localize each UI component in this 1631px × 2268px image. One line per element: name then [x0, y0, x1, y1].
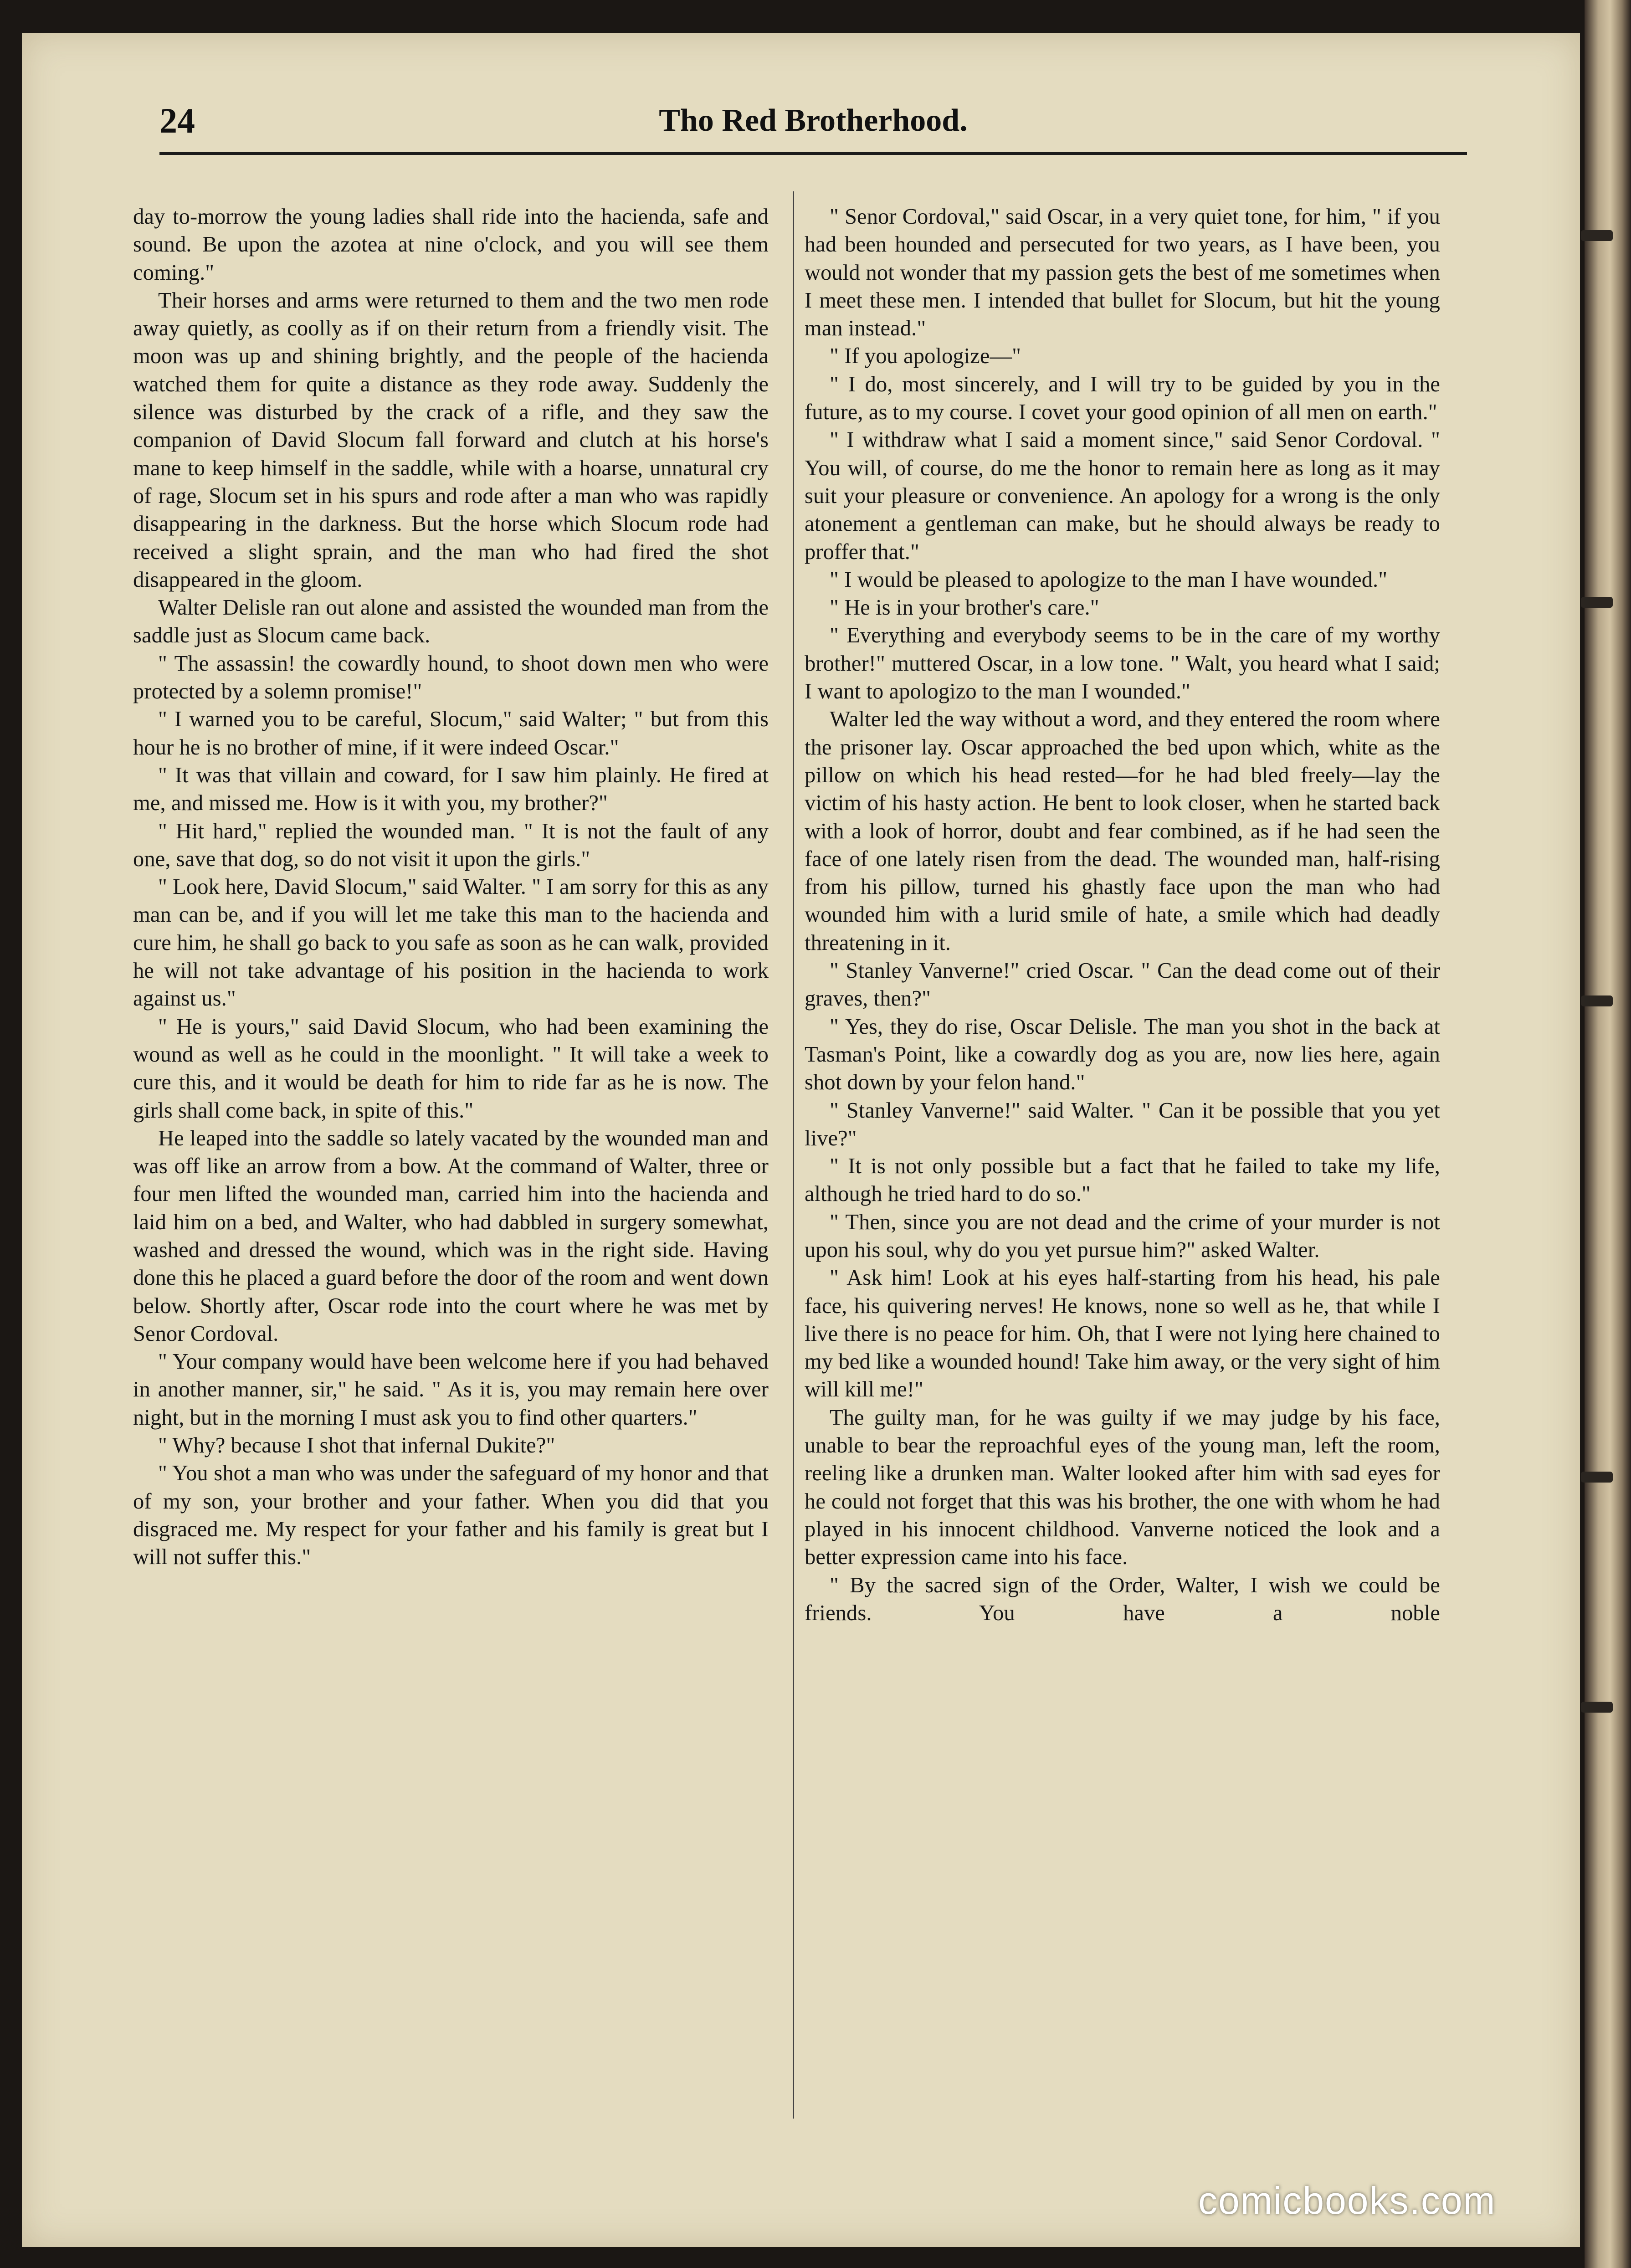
page-number: 24: [159, 101, 195, 140]
paragraph: Their horses and arms were returned to them and the two men rode away quietly, as coolly as if on their return from a friendly visit. The moon was up and shining brightly, and the people of the hacienda watched them for quite a distance as they rode away. Suddenly the silence was disturbed by the crack of a rifle, and they saw the companion of David Slocum fall forward and clutch at his horse's mane to keep himself in the saddle, while with a hoarse, unnatural cry of rage, Slocum set in his spurs and rode after a man who was rapidly disappearing in the darkness. But the horse which Slocum rode had received a slight sprain, and the man who had fired the shot disappeared in the gloom.: [133, 288, 769, 592]
paragraph: day to-morrow the young ladies shall ride into the hacienda, safe and sound. Be upon the azotea at nine o'clock, and you will see them coming.": [133, 205, 769, 285]
paragraph: He leaped into the saddle so lately vacated by the wounded man and was off like an arrow from a bow. At the command of Walter, three or four men lifted the wounded man, carried him into the hacienda and laid him on a bed, and Walter, who had dabbled in surgery somewhat, washed and dressed the wound, which was in the right side. Having done this he placed a guard before the door of the room and went down below. Shortly after, Oscar rode into the court where he was met by Senor Cordoval.: [133, 1126, 769, 1346]
paragraph: " The assassin! the cowardly hound, to shoot down men who were protected by a solemn promise!": [133, 651, 769, 704]
paragraph: " Stanley Vanverne!" cried Oscar. " Can the dead come out of their graves, then?": [805, 959, 1440, 1011]
binding-tab: [1581, 1702, 1613, 1713]
left-column: [133, 203, 769, 1571]
paragraph: " Senor Cordoval," said Oscar, in a very quiet tone, for him, " if you had been hounded and persecuted for two years, as I have been, you would not wonder that my passion gets the best of me sometimes when I meet these men. I intended that bullet for Slocum, but hit the young man instead.": [805, 205, 1440, 341]
paragraph: " He is in your brother's care.": [830, 595, 1099, 620]
paragraph: " I would be pleased to apologize to the man I have wounded.": [830, 567, 1388, 592]
right-column: [805, 203, 1440, 1627]
paragraph: " By the sacred sign of the Order, Walter, I wish we could be friends. You have a noble: [805, 1573, 1440, 1625]
paragraph: " It is not only possible but a fact that he failed to take my life, although he tried hard to do so.": [805, 1154, 1440, 1206]
paragraph: Walter led the way without a word, and they entered the room where the prisoner lay. Oscar approached the bed upon which, white as the pillow on which his head rested—for he had bled freely—lay the victim of his hasty action. He bent to look closer, when he started back with a look of horror, doubt and fear combined, as if he had seen the face of one lately risen from the dead. The wounded man, half-rising from his pillow, turned his ghastly face upon the man who had wounded him with a lurid smile of hate, a smile which had deadly threatening in it.: [805, 707, 1440, 955]
paragraph: " I withdraw what I said a moment since," said Senor Cordoval. " You will, of course, do me the honor to remain here as long as it may suit your pleasure or convenience. An apology for a wrong is the only atonement a gentleman can make, but he should always be ready to proffer that.": [805, 428, 1440, 564]
paragraph: " Yes, they do rise, Oscar Delisle. The man you shot in the back at Tasman's Point, like a cowardly dog as you are, now lies here, again shot down by your felon hand.": [805, 1014, 1440, 1095]
paragraph: " Stanley Vanverne!" said Walter. " Can it be possible that you yet live?": [805, 1098, 1440, 1150]
site-watermark: comicbooks.com: [1198, 2179, 1496, 2222]
paragraph: " It was that villain and coward, for I saw him plainly. He fired at me, and missed me. How is it with you, my brother?": [133, 763, 769, 816]
paragraph: " Your company would have been welcome here if you had behaved in another manner, sir," he said. " As it is, you may remain here over night, but in the morning I must ask you to find other quarters.": [133, 1350, 769, 1430]
running-head-title: Tho Red Brotherhood.: [659, 103, 968, 138]
paragraph: " Then, since you are not dead and the crime of your murder is not upon his soul, why do you yet pursue him?" asked Walter.: [805, 1210, 1440, 1262]
paragraph: " Look here, David Slocum," said Walter. " I am sorry for this as any man can be, and if you will let me take this man to the hacienda and cure him, he shall go back to you safe as soon as he can walk, provided he will not take advantage of his position in the hacienda to work against us.": [133, 875, 769, 1011]
binding-tab: [1581, 597, 1613, 608]
book-spine: [1585, 0, 1631, 2268]
paragraph: " Everything and everybody seems to be in the care of my worthy brother!" muttered Oscar, in a low tone. " Walt, you heard what I said; I want to apologizo to the man I wounded.": [805, 623, 1440, 704]
paragraph: Walter Delisle ran out alone and assisted the wounded man from the saddle just as Slocum came back.: [133, 595, 769, 648]
paragraph: " I warned you to be careful, Slocum," said Walter; " but from this hour he is no brother of mine, if it were indeed Oscar.": [133, 707, 769, 759]
paragraph: " Why? because I shot that infernal Dukite?": [158, 1433, 555, 1458]
paragraph: " Ask him! Look at his eyes half-starting from his head, his pale face, his quivering nerves! He knows, none so well as he, that while I live there is no peace for him. Oh, that I were not lying here chained to my bed like a wounded hound! Take him away, or the very sight of him will kill me!": [805, 1266, 1440, 1402]
column-divider: [793, 191, 794, 2119]
binding-tab: [1581, 1472, 1613, 1483]
page-header: [159, 96, 1467, 159]
paragraph: " Hit hard," replied the wounded man. " It is not the fault of any one, save that dog, so do not visit it upon the girls.": [133, 819, 769, 871]
paragraph: " I do, most sincerely, and I will try to be guided by you in the future, as to my course. I covet your good opinion of all men on earth.": [805, 372, 1440, 425]
paragraph: The guilty man, for he was guilty if we may judge by his face, unable to bear the reproachful eyes of the young man, left the room, reeling like a drunken man. Walter looked after him with sad eyes for he could not forget that this was his brother, the one with whom he had played in his innocent childhood. Vanverne noticed the look and a better expression came into his face.: [805, 1405, 1440, 1570]
paragraph: " He is yours," said David Slocum, who had been examining the wound as well as he could in the moonlight. " It will take a week to cure this, and it would be death for him to ride far as he is now. The girls shall come back, in spite of this.": [133, 1014, 769, 1123]
paragraph: " If you apologize—": [830, 344, 1021, 369]
paragraph: " You shot a man who was under the safeguard of my honor and that of my son, your brother and your father. When you did that you disgraced me. My respect for your father and his family is great but I will not suffer this.": [133, 1461, 769, 1570]
binding-tab: [1581, 995, 1613, 1006]
binding-tab: [1581, 230, 1613, 241]
header-rule: [159, 152, 1467, 155]
